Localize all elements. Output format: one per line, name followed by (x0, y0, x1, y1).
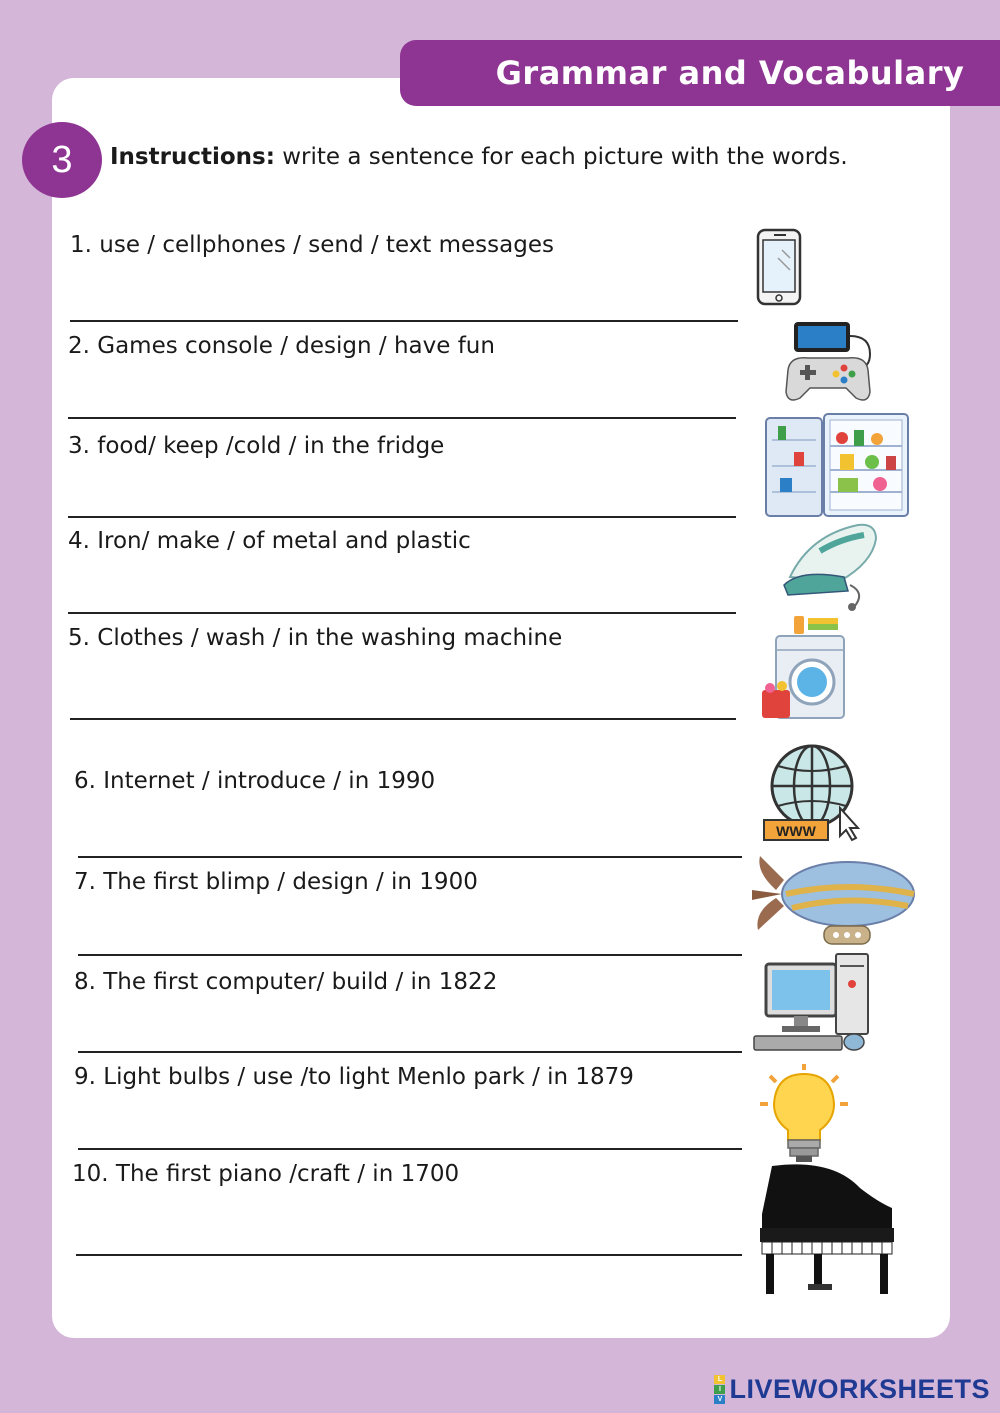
logo-letter-v: V (714, 1395, 725, 1404)
piano-icon (752, 1158, 898, 1298)
prompt-2: 2. Games console / design / have fun (68, 333, 495, 359)
blimp-icon (752, 850, 918, 954)
prompt-10: 10. The first piano /craft / in 1700 (72, 1161, 460, 1187)
prompt-7: 7. The first blimp / design / in 1900 (74, 869, 478, 895)
games-console-icon (778, 318, 878, 408)
instructions-label: Instructions: (110, 144, 275, 170)
answer-line-4[interactable] (68, 612, 736, 614)
light-bulb-icon (752, 1064, 858, 1164)
page-title: Grammar and Vocabulary (495, 54, 965, 92)
prompt-9: 9. Light bulbs / use /to light Menlo park / in 1879 (74, 1064, 634, 1090)
answer-line-5[interactable] (70, 718, 736, 720)
www-label: WWW (776, 823, 816, 839)
footer-brand: LIVEWORKSHEETS (729, 1374, 990, 1404)
washing-machine-icon (760, 614, 848, 722)
computer-icon (752, 950, 882, 1056)
prompt-3: 3. food/ keep /cold / in the fridge (68, 433, 445, 459)
liveworksheets-logo (714, 1374, 990, 1405)
prompt-1: 1. use / cellphones / send / text messages (70, 232, 554, 258)
answer-line-8[interactable] (78, 1051, 742, 1053)
prompt-6: 6. Internet / introduce / in 1990 (74, 768, 436, 794)
exercise-number-badge: 3 (22, 122, 102, 198)
answer-line-2[interactable] (68, 417, 736, 419)
answer-line-9[interactable] (78, 1148, 742, 1150)
logo-mark (714, 1375, 725, 1404)
cellphone-icon (752, 228, 808, 308)
header-banner (400, 40, 1000, 106)
prompt-4: 4. Iron/ make / of metal and plastic (68, 528, 471, 554)
instructions-text: write a sentence for each picture with the words. (274, 144, 848, 170)
internet-globe-icon (760, 742, 866, 846)
answer-line-10[interactable] (76, 1254, 742, 1256)
iron-icon (780, 515, 890, 615)
answer-line-3[interactable] (68, 516, 736, 518)
answer-line-1[interactable] (70, 320, 738, 322)
prompt-8: 8. The first computer/ build / in 1822 (74, 969, 498, 995)
prompt-5: 5. Clothes / wash / in the washing machine (68, 625, 563, 651)
answer-line-7[interactable] (78, 954, 742, 956)
logo-letter-i: I (714, 1385, 725, 1394)
logo-letter-l: L (714, 1375, 725, 1384)
fridge-icon (762, 410, 912, 520)
answer-line-6[interactable] (78, 856, 742, 858)
instructions (110, 144, 980, 170)
